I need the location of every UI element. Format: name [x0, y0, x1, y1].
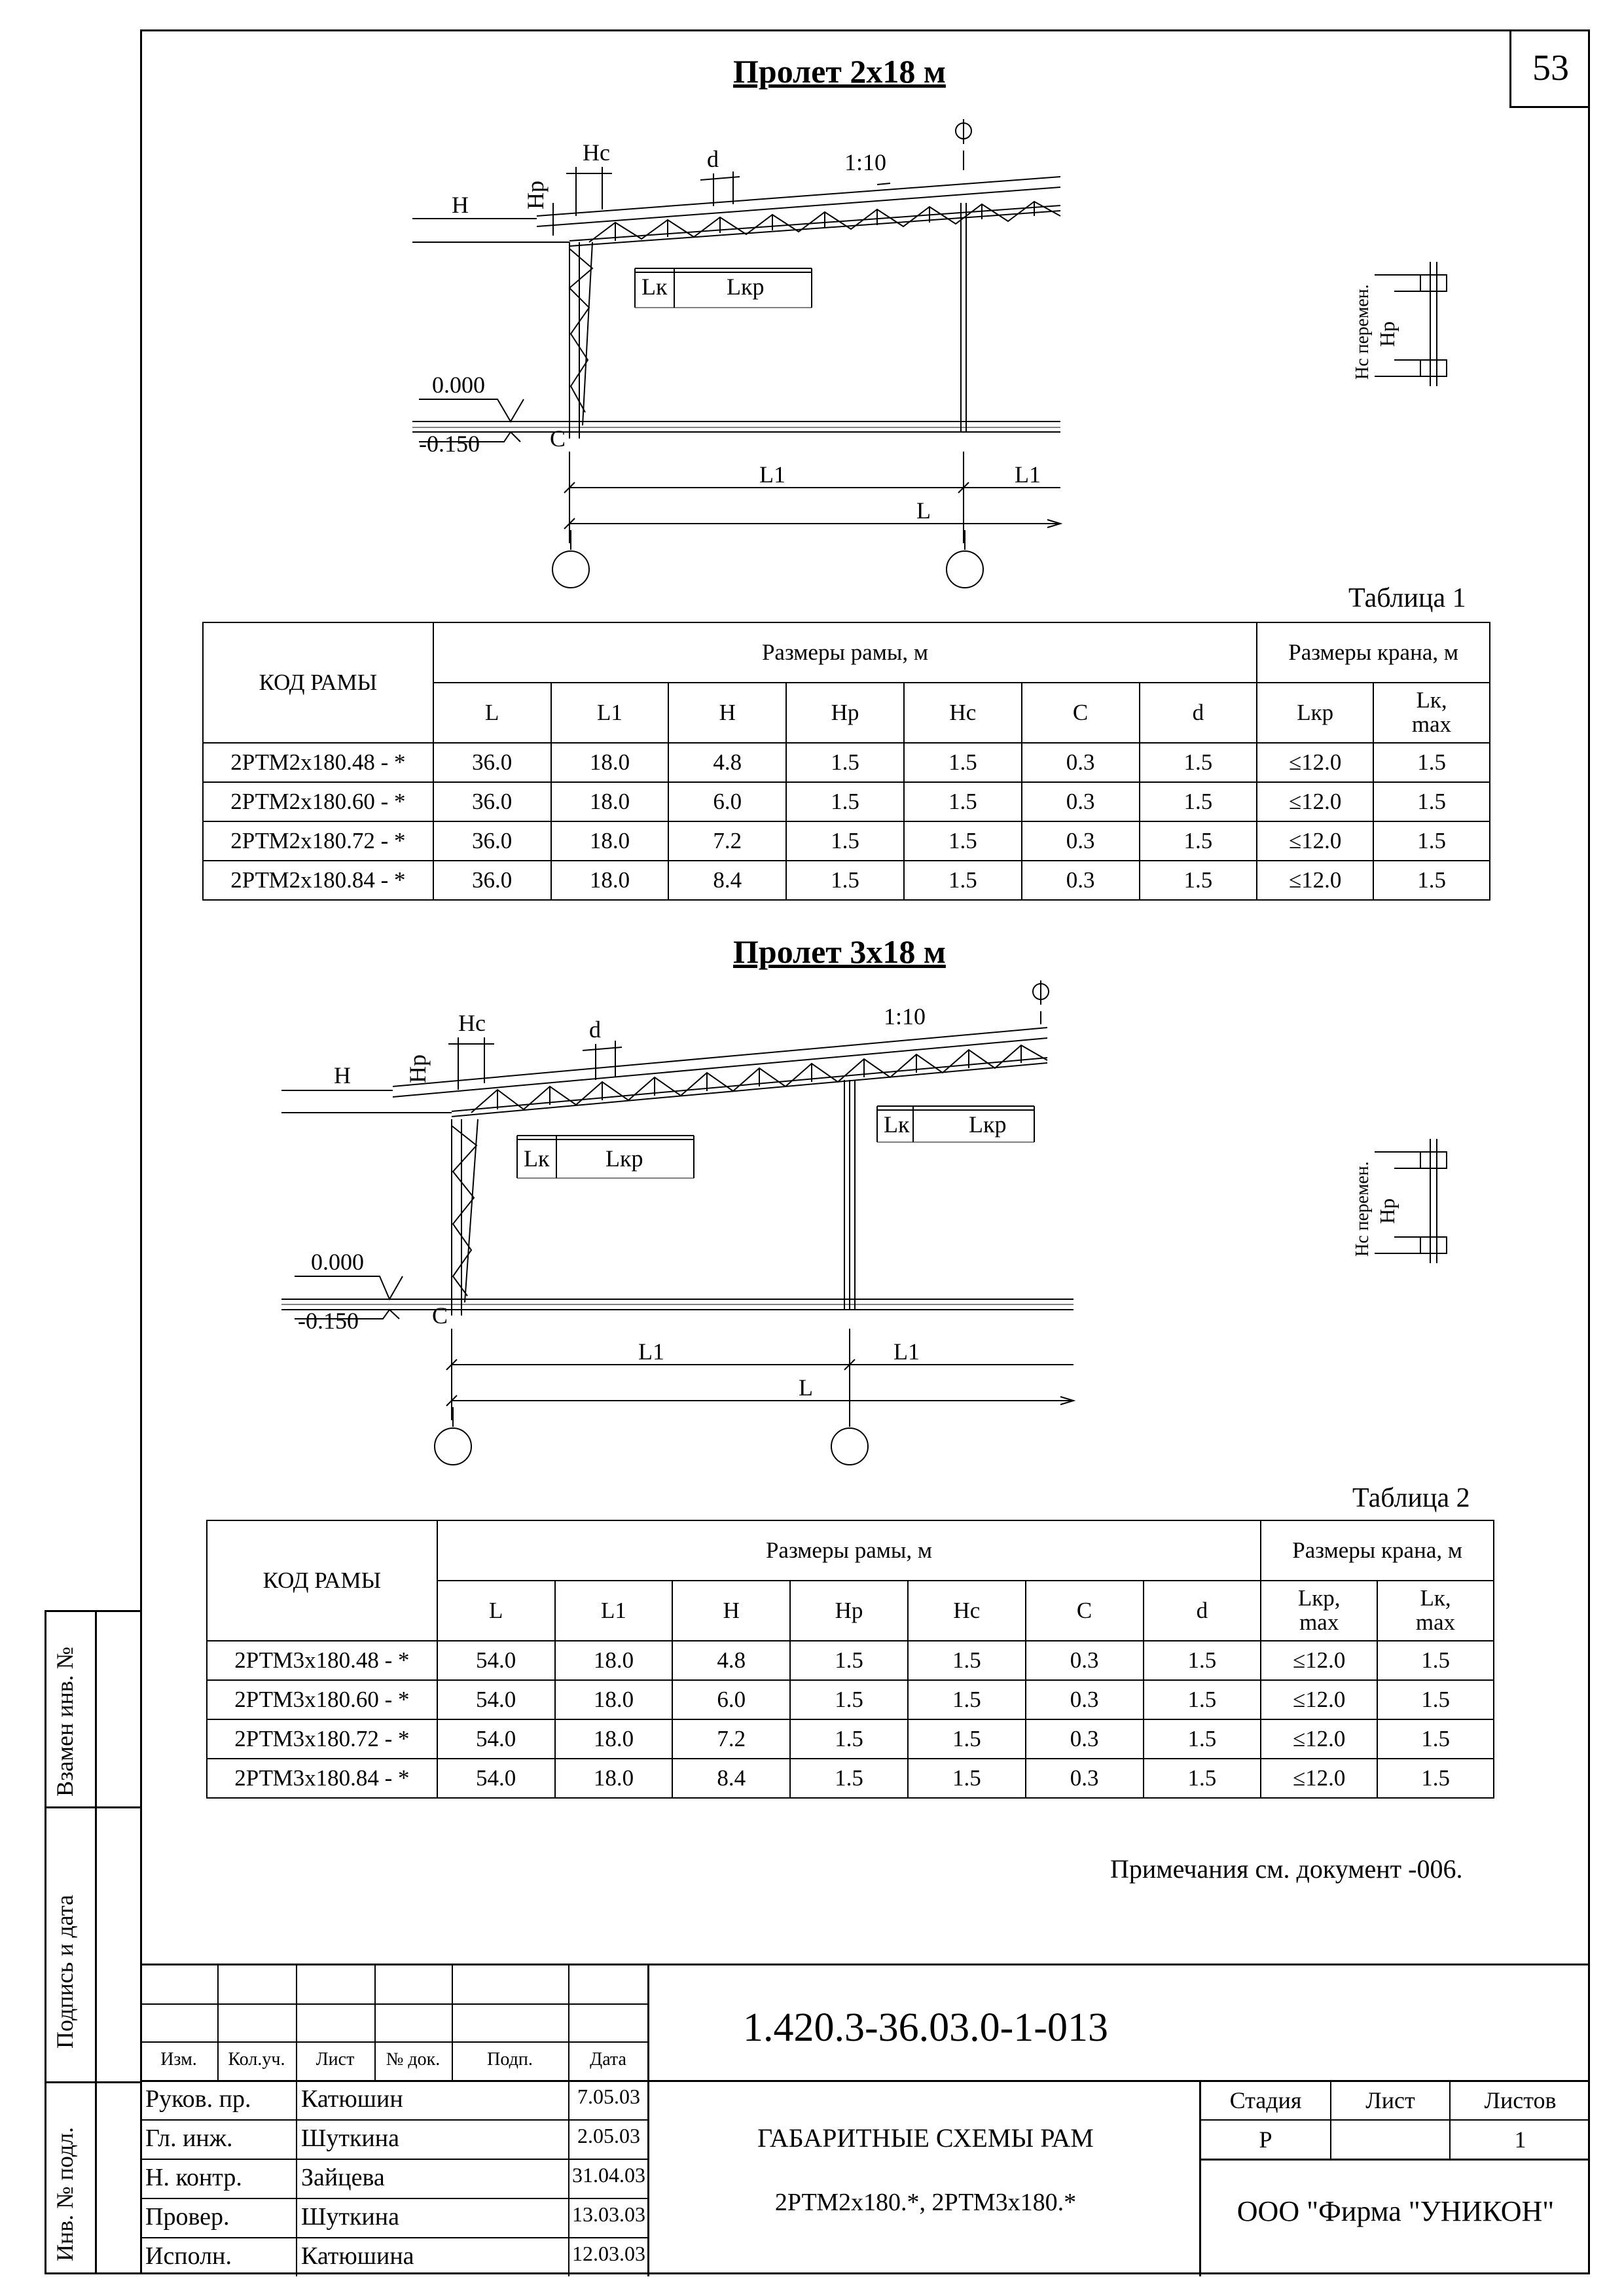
table2-row — [207, 1641, 1494, 1680]
table1-value-cell: 18.0 — [551, 782, 669, 821]
table1-code-cell: 2РТМ2х180.72 - * — [203, 821, 433, 861]
table1-col-header: Hc — [904, 683, 1022, 743]
table2-value-cell: 0.3 — [1026, 1641, 1144, 1680]
table1-value-cell: 1.5 — [786, 861, 904, 900]
table1-value-cell: ≤12.0 — [1257, 782, 1373, 821]
notes-reference: Примечания см. документ -006. — [1110, 1854, 1463, 1884]
label-c: С — [550, 425, 566, 452]
table2-value-cell: 18.0 — [555, 1641, 673, 1680]
table1-value-cell: 36.0 — [433, 821, 551, 861]
tb-head-cell: № док. — [386, 2049, 441, 2070]
label2-minus: -0.150 — [298, 1308, 359, 1334]
tb-person-role: Руков. пр. — [145, 2085, 251, 2113]
table2-value-cell: 18.0 — [555, 1719, 673, 1759]
table2-value-cell: 0.3 — [1026, 1719, 1144, 1759]
table2-value-cell: 1.5 — [908, 1759, 1026, 1798]
page-number: 53 — [1509, 29, 1590, 108]
company-name: ООО "Фирма "УНИКОН" — [1236, 2195, 1555, 2227]
section2-detail — [1329, 1139, 1479, 1276]
table1-value-cell: ≤12.0 — [1257, 743, 1373, 782]
table2-value-cell: 54.0 — [437, 1641, 555, 1680]
table1-value-cell: 1.5 — [1140, 821, 1257, 861]
detail2-hp: Нр — [1375, 1198, 1399, 1224]
label2-zero: 0.000 — [311, 1249, 364, 1275]
tb-person-date: 12.03.03 — [572, 2242, 645, 2265]
label2-hc: Нс — [458, 1010, 486, 1036]
table1-value-cell: 18.0 — [551, 861, 669, 900]
table2-value-cell: 1.5 — [1144, 1719, 1261, 1759]
table2-col-header: L — [437, 1581, 555, 1641]
label-l1b: L1 — [1015, 461, 1041, 488]
section2-title: Пролет 3х18 м — [733, 933, 946, 970]
table1-code-cell: 2РТМ2х180.48 - * — [203, 743, 433, 782]
table2-col-header: Hp — [790, 1581, 908, 1641]
table1-value-cell: 1.5 — [1373, 821, 1490, 861]
doc-name-line1: ГАБАРИТНЫЕ СХЕМЫ РАМ — [757, 2123, 1094, 2153]
table2-frame-header: Размеры рамы, м — [437, 1520, 1261, 1581]
label2-c: С — [432, 1302, 448, 1329]
table1-value-cell: 0.3 — [1022, 782, 1140, 821]
table2-col-header: H — [672, 1581, 790, 1641]
table2-value-cell: ≤12.0 — [1261, 1641, 1377, 1680]
table2-value-cell: 1.5 — [908, 1680, 1026, 1719]
label2-lk1: Lк — [524, 1145, 550, 1172]
table2-value-cell: 8.4 — [672, 1759, 790, 1798]
table1-col-header: C — [1022, 683, 1140, 743]
table1-value-cell: 1.5 — [1140, 861, 1257, 900]
label-hp: Нр — [522, 181, 549, 209]
table1-value-cell: 1.5 — [904, 861, 1022, 900]
table2-value-cell: 1.5 — [790, 1641, 908, 1680]
tb-person-name: Катюшин — [301, 2085, 403, 2113]
label2-lkp1: Lкр — [605, 1145, 643, 1172]
table1-col-header: d — [1140, 683, 1257, 743]
tb-person-name: Шуткина — [301, 2125, 399, 2152]
table2-value-cell: 54.0 — [437, 1680, 555, 1719]
tb-head-cell: Изм. — [160, 2049, 197, 2070]
tb-person-date: 31.04.03 — [572, 2163, 645, 2187]
table1-value-cell: 7.2 — [668, 821, 786, 861]
sheets-value: 1 — [1514, 2126, 1526, 2153]
label-hc: Нс — [583, 139, 610, 166]
table1-value-cell: 1.5 — [1140, 743, 1257, 782]
table2-crane-header: Размеры крана, м — [1261, 1520, 1494, 1581]
table2-code-cell: 2РТМ3х180.84 - * — [207, 1759, 437, 1798]
table2-code-cell: 2РТМ3х180.48 - * — [207, 1641, 437, 1680]
tb-person-date: 2.05.03 — [577, 2124, 640, 2147]
detail2-hc: Нс перемен. — [1352, 1161, 1373, 1257]
tb-person-role: Гл. инж. — [145, 2125, 233, 2152]
table1-value-cell: 6.0 — [668, 782, 786, 821]
table2-value-cell: 54.0 — [437, 1759, 555, 1798]
table1-frame-header: Размеры рамы, м — [433, 622, 1257, 683]
label-d: d — [707, 146, 719, 172]
section2-frame-diagram — [275, 975, 1388, 1486]
label2-d: d — [589, 1016, 601, 1043]
label-lk: Lк — [641, 274, 668, 300]
section1-title: Пролет 2х18 м — [733, 53, 946, 90]
table2-value-cell: ≤12.0 — [1261, 1680, 1377, 1719]
table1-row — [203, 821, 1490, 861]
table1-row — [203, 743, 1490, 782]
tb-person-date: 7.05.03 — [577, 2085, 640, 2108]
tb-person-role: Провер. — [145, 2203, 230, 2231]
sheets-label: Листов — [1484, 2087, 1557, 2113]
table1-code-cell: 2РТМ2х180.84 - * — [203, 861, 433, 900]
table2-value-cell: 1.5 — [790, 1719, 908, 1759]
table1-col-header: Lкр — [1257, 683, 1373, 743]
table2-col-header: Lк, max — [1377, 1581, 1494, 1641]
stage-label: Стадия — [1229, 2087, 1302, 2113]
table2-value-cell: 6.0 — [672, 1680, 790, 1719]
table2-value-cell: 18.0 — [555, 1759, 673, 1798]
side-sign-date: Подпись и дата — [52, 1895, 78, 2049]
table2-value-cell: ≤12.0 — [1261, 1719, 1377, 1759]
tb-head-cell: Дата — [590, 2049, 626, 2070]
table2-value-cell: 1.5 — [1144, 1759, 1261, 1798]
section1-detail — [1329, 262, 1479, 399]
table2-value-cell: 1.5 — [1144, 1641, 1261, 1680]
table1-value-cell: 1.5 — [786, 782, 904, 821]
table1-value-cell: 1.5 — [1373, 743, 1490, 782]
label-lkp: Lкр — [727, 274, 765, 300]
table1-value-cell: 1.5 — [1140, 782, 1257, 821]
table2-value-cell: 1.5 — [908, 1641, 1026, 1680]
table2-row — [207, 1759, 1494, 1798]
table2-value-cell: 18.0 — [555, 1680, 673, 1719]
table1-value-cell: 18.0 — [551, 821, 669, 861]
table1-value-cell: ≤12.0 — [1257, 821, 1373, 861]
tb-person-date: 13.03.03 — [572, 2202, 645, 2226]
table1-value-cell: 0.3 — [1022, 743, 1140, 782]
table2-col-header: C — [1026, 1581, 1144, 1641]
table2-caption: Таблица 2 — [1352, 1483, 1470, 1513]
label2-hp: Нр — [405, 1054, 431, 1083]
table2-value-cell: 1.5 — [908, 1719, 1026, 1759]
label-h: Н — [452, 192, 469, 218]
table2-col-header: L1 — [555, 1581, 673, 1641]
label-minus: -0.150 — [419, 431, 480, 457]
table2-value-cell: 7.2 — [672, 1719, 790, 1759]
label2-h: Н — [334, 1062, 351, 1088]
table1-value-cell: 36.0 — [433, 743, 551, 782]
detail1-hc: Нс перемен. — [1352, 284, 1373, 380]
table2-code-header: КОД РАМЫ — [207, 1520, 437, 1641]
table2 — [206, 1520, 1494, 1799]
label2-l1b: L1 — [893, 1338, 920, 1365]
table1-value-cell: 1.5 — [1373, 782, 1490, 821]
table2-value-cell: 0.3 — [1026, 1759, 1144, 1798]
table1-row — [203, 861, 1490, 900]
table1-value-cell: 4.8 — [668, 743, 786, 782]
sheet-label: Лист — [1365, 2087, 1415, 2113]
table1-col-header: Hp — [786, 683, 904, 743]
table1-value-cell: 18.0 — [551, 743, 669, 782]
table2-value-cell: 1.5 — [1377, 1641, 1494, 1680]
label-zero: 0.000 — [432, 372, 485, 398]
tb-person-name: Зайцева — [301, 2164, 385, 2191]
table2-row — [207, 1719, 1494, 1759]
tb-head-cell: Кол.уч. — [228, 2049, 285, 2070]
table2-value-cell: 1.5 — [790, 1759, 908, 1798]
table1-code-header: КОД РАМЫ — [203, 622, 433, 743]
doc-name-line2: 2РТМ2х180.*, 2РТМ3х180.* — [774, 2189, 1077, 2216]
table1-value-cell: 0.3 — [1022, 861, 1140, 900]
table1-value-cell: 36.0 — [433, 782, 551, 821]
table1-value-cell: 1.5 — [904, 743, 1022, 782]
label2-lk2: Lк — [884, 1111, 910, 1138]
table1-value-cell: 1.5 — [786, 821, 904, 861]
table2-col-header: Lкр, max — [1261, 1581, 1377, 1641]
tb-head-cell: Лист — [316, 2049, 355, 2070]
side-inv-orig: Инв. № подл. — [52, 2126, 78, 2261]
table1-crane-header: Размеры крана, м — [1257, 622, 1490, 683]
table1-col-header: L — [433, 683, 551, 743]
stage-value: Р — [1259, 2126, 1272, 2153]
table1-code-cell: 2РТМ2х180.60 - * — [203, 782, 433, 821]
table1 — [202, 622, 1490, 901]
table1-value-cell: 1.5 — [904, 782, 1022, 821]
table2-value-cell: 54.0 — [437, 1719, 555, 1759]
table2-value-cell: 1.5 — [1377, 1680, 1494, 1719]
label2-lkp2: Lкр — [969, 1111, 1007, 1138]
table2-value-cell: ≤12.0 — [1261, 1759, 1377, 1798]
tb-person-name: Катюшина — [301, 2242, 414, 2270]
table2-col-header: Hc — [908, 1581, 1026, 1641]
label2-slope: 1:10 — [884, 1003, 926, 1030]
table1-value-cell: 1.5 — [786, 743, 904, 782]
title-block — [140, 1964, 1590, 2274]
table1-value-cell: 8.4 — [668, 861, 786, 900]
table1-value-cell: 36.0 — [433, 861, 551, 900]
doc-code: 1.420.3-36.03.0-1-013 — [743, 2005, 1108, 2050]
table1-value-cell: 0.3 — [1022, 821, 1140, 861]
label-l1a: L1 — [759, 461, 785, 488]
table1-col-header: L1 — [551, 683, 669, 743]
label2-l: L — [799, 1374, 813, 1401]
table2-col-header: d — [1144, 1581, 1261, 1641]
table2-code-cell: 2РТМ3х180.60 - * — [207, 1680, 437, 1719]
table2-code-cell: 2РТМ3х180.72 - * — [207, 1719, 437, 1759]
table2-value-cell: 1.5 — [790, 1680, 908, 1719]
tb-person-role: Н. контр. — [145, 2164, 242, 2191]
label2-l1a: L1 — [638, 1338, 664, 1365]
table1-col-header: Lк, max — [1373, 683, 1490, 743]
table2-value-cell: 0.3 — [1026, 1680, 1144, 1719]
label-l: L — [916, 497, 931, 524]
table1-caption: Таблица 1 — [1348, 583, 1466, 613]
table1-value-cell: ≤12.0 — [1257, 861, 1373, 900]
table2-value-cell: 1.5 — [1377, 1719, 1494, 1759]
side-replace-inv: Взамен инв. № — [52, 1646, 78, 1797]
table1-value-cell: 1.5 — [1373, 861, 1490, 900]
detail1-hp: Нр — [1375, 321, 1399, 347]
tb-person-role: Исполн. — [145, 2242, 232, 2270]
tb-person-name: Шуткина — [301, 2203, 399, 2231]
table2-value-cell: 1.5 — [1377, 1759, 1494, 1798]
table1-row — [203, 782, 1490, 821]
table1-col-header: H — [668, 683, 786, 743]
label-slope: 1:10 — [844, 149, 887, 175]
table1-value-cell: 1.5 — [904, 821, 1022, 861]
table2-value-cell: 4.8 — [672, 1641, 790, 1680]
tb-head-cell: Подп. — [487, 2049, 533, 2070]
table2-row — [207, 1680, 1494, 1719]
table2-value-cell: 1.5 — [1144, 1680, 1261, 1719]
